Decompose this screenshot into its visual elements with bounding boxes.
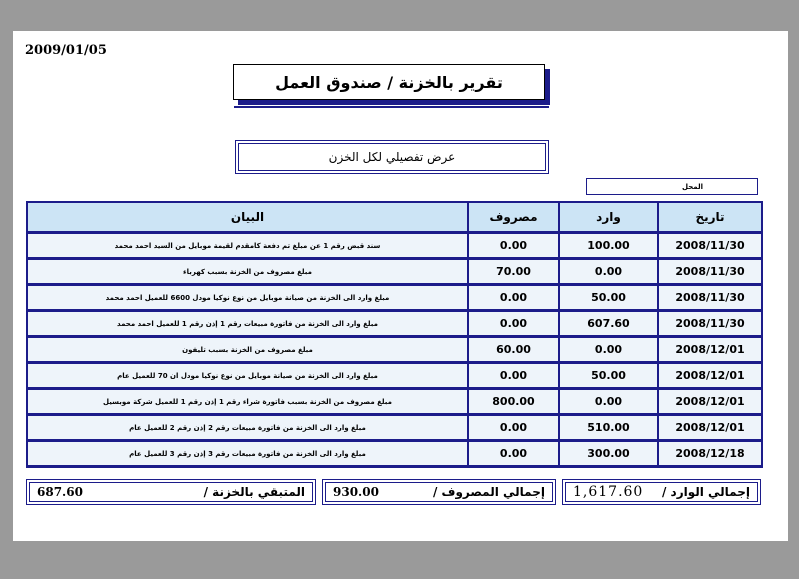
outgoing-total-value: 930.00 xyxy=(333,485,379,499)
header-outgoing: مصروف xyxy=(468,202,559,233)
cell-description: سند قبض رقم 1 عن مبلغ تم دفعة كامقدم لقيمة موبايل من السيد احمد محمد xyxy=(27,233,468,259)
cell-description: مبلغ وارد الى الخزنة من صيانة موبايل من نوع نوكيا مودل 6600 للعميل احمد محمد xyxy=(27,285,468,311)
incoming-total-label: إجمالي الوارد / xyxy=(661,485,750,499)
cell-outgoing: 70.00 xyxy=(468,259,559,285)
balance-label: المتبقي بالخزنة / xyxy=(203,485,305,499)
table-row xyxy=(27,311,762,337)
cell-incoming: 0.00 xyxy=(559,337,658,363)
table-row xyxy=(27,415,762,441)
cell-incoming: 0.00 xyxy=(559,259,658,285)
cell-date: 2008/12/01 xyxy=(658,337,762,363)
cell-incoming: 0.00 xyxy=(559,389,658,415)
table-row xyxy=(27,337,762,363)
table-header-row xyxy=(27,202,762,233)
header-incoming: وارد xyxy=(559,202,658,233)
cell-incoming: 607.60 xyxy=(559,311,658,337)
cell-description: مبلغ وارد الى الخزنة من فاتورة مبيعات رقم 1 إذن رقم 1 للعميل احمد محمد xyxy=(27,311,468,337)
cell-outgoing: 0.00 xyxy=(468,233,559,259)
incoming-total-value: 1,617.60 xyxy=(573,484,644,500)
cell-date: 2008/12/18 xyxy=(658,441,762,467)
store-field xyxy=(586,178,758,195)
cell-outgoing: 0.00 xyxy=(468,363,559,389)
header-date: تاريخ xyxy=(658,202,762,233)
store-label: المحل xyxy=(681,182,703,191)
cell-outgoing: 0.00 xyxy=(468,285,559,311)
cell-outgoing: 800.00 xyxy=(468,389,559,415)
report-title: تقرير بالخزنة / صندوق العمل xyxy=(233,64,545,100)
outgoing-total xyxy=(322,479,556,505)
totals-bar xyxy=(26,479,761,507)
incoming-total xyxy=(562,479,761,505)
cell-description: مبلغ مصروف من الخزنة بسبب كهرباء xyxy=(27,259,468,285)
cell-incoming: 510.00 xyxy=(559,415,658,441)
cell-outgoing: 0.00 xyxy=(468,311,559,337)
cell-outgoing: 60.00 xyxy=(468,337,559,363)
cell-description: مبلغ مصروف من الخزنة بسبب فاتورة شراء رقم 1 إذن رقم 1 للعميل شركة موبسيل xyxy=(27,389,468,415)
cell-date: 2008/11/30 xyxy=(658,259,762,285)
cell-incoming: 50.00 xyxy=(559,285,658,311)
cell-date: 2008/11/30 xyxy=(658,233,762,259)
cell-date: 2008/12/01 xyxy=(658,389,762,415)
table-row xyxy=(27,259,762,285)
report-page xyxy=(13,31,788,541)
cell-date: 2008/12/01 xyxy=(658,415,762,441)
cell-description: مبلغ وارد الى الخزنة من صيانة موبايل من نوع نوكيا مودل ان 70 للعميل عام xyxy=(27,363,468,389)
table-row xyxy=(27,389,762,415)
table-row xyxy=(27,285,762,311)
report-date: 2009/01/05 xyxy=(25,43,107,58)
table-row xyxy=(27,441,762,467)
cell-outgoing: 0.00 xyxy=(468,415,559,441)
treasury-table xyxy=(26,201,763,468)
cell-incoming: 50.00 xyxy=(559,363,658,389)
cell-description: مبلغ وارد الى الخزنة من فاتورة مبيعات رقم 3 إذن رقم 3 للعميل عام xyxy=(27,441,468,467)
balance-total xyxy=(26,479,316,505)
table-row xyxy=(27,233,762,259)
cell-description: مبلغ مصروف من الخزنة بسبب تليفون xyxy=(27,337,468,363)
cell-date: 2008/12/01 xyxy=(658,363,762,389)
cell-incoming: 300.00 xyxy=(559,441,658,467)
table-row xyxy=(27,363,762,389)
outgoing-total-label: إجمالي المصروف / xyxy=(432,485,545,499)
report-subtitle: عرض تفصيلي لكل الخزن xyxy=(238,143,546,171)
balance-value: 687.60 xyxy=(37,485,83,499)
cell-outgoing: 0.00 xyxy=(468,441,559,467)
cell-date: 2008/11/30 xyxy=(658,285,762,311)
header-description: البيان xyxy=(27,202,468,233)
cell-incoming: 100.00 xyxy=(559,233,658,259)
cell-date: 2008/11/30 xyxy=(658,311,762,337)
cell-description: مبلغ وارد الى الخزنة من فاتورة مبيعات رقم 2 إذن رقم 2 للعميل عام xyxy=(27,415,468,441)
